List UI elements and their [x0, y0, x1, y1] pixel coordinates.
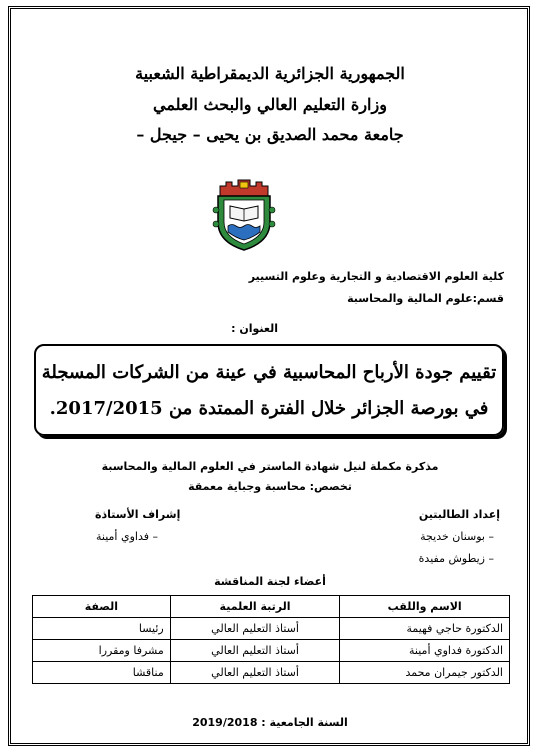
supervisor-label: إشراف الأستاذة	[95, 508, 181, 521]
table-row	[33, 640, 510, 662]
jury-member-role: مناقشا	[33, 662, 171, 684]
university-crest-icon	[212, 176, 276, 252]
jury-member-role: مشرفا ومقررا	[33, 640, 171, 662]
students-label: إعداد الطالبتين	[418, 508, 500, 521]
column-header: الرتبة العلمية	[170, 596, 340, 618]
university-heading: جامعة محمد الصديق بن يحيى – جيجل –	[136, 125, 404, 144]
republic-heading: الجمهورية الجزائرية الديمقراطية الشعبية	[135, 64, 405, 83]
jury-member-name: الدكتورة فداوي أمينة	[340, 640, 510, 662]
ministry-heading: وزارة التعليم العالي والبحث العلمي	[153, 95, 387, 114]
supervisor-name: – فداوي أمينة	[96, 530, 158, 543]
jury-member-rank: أستاذ التعليم العالي	[170, 662, 340, 684]
jury-table	[32, 595, 510, 684]
student-name: – بوسنان خديجة	[420, 530, 494, 543]
table-row	[33, 662, 510, 684]
jury-member-name: الدكتورة حاجي فهيمة	[340, 618, 510, 640]
column-header: الاسم واللقب	[340, 596, 510, 618]
thesis-title-box	[34, 344, 504, 436]
student-name: – زيطوش مفيدة	[418, 552, 494, 565]
department-name: قسم:علوم المالية والمحاسبة	[347, 292, 504, 305]
thesis-title-line-2: في بورصة الجزائر خلال الفترة الممتدة من 2017/2015.	[49, 398, 489, 419]
faculty-name: كلية العلوم الاقتصادية و التجارية وعلوم التسيير	[248, 270, 504, 283]
title-label: العنوان :	[231, 322, 278, 335]
jury-member-rank: أستاذ التعليم العالي	[170, 618, 340, 640]
table-header-row	[33, 596, 510, 618]
jury-member-rank: أستاذ التعليم العالي	[170, 640, 340, 662]
jury-heading: أعضاء لجنة المناقشة	[214, 575, 326, 588]
thesis-note: مذكرة مكملة لنيل شهادة الماستر في العلوم المالية والمحاسبة	[101, 460, 439, 473]
specialty: تخصص: محاسبة وجباية معمقة	[188, 480, 352, 493]
thesis-title-line-1: تقييم جودة الأرباح المحاسبية في عينة من الشركات المسجلة	[41, 362, 497, 383]
column-header: الصفة	[33, 596, 171, 618]
academic-year: السنة الجامعية : 2019/2018	[192, 716, 348, 729]
jury-member-name: الدكتور جيمران محمد	[340, 662, 510, 684]
table-row	[33, 618, 510, 640]
jury-member-role: رئيسا	[33, 618, 171, 640]
